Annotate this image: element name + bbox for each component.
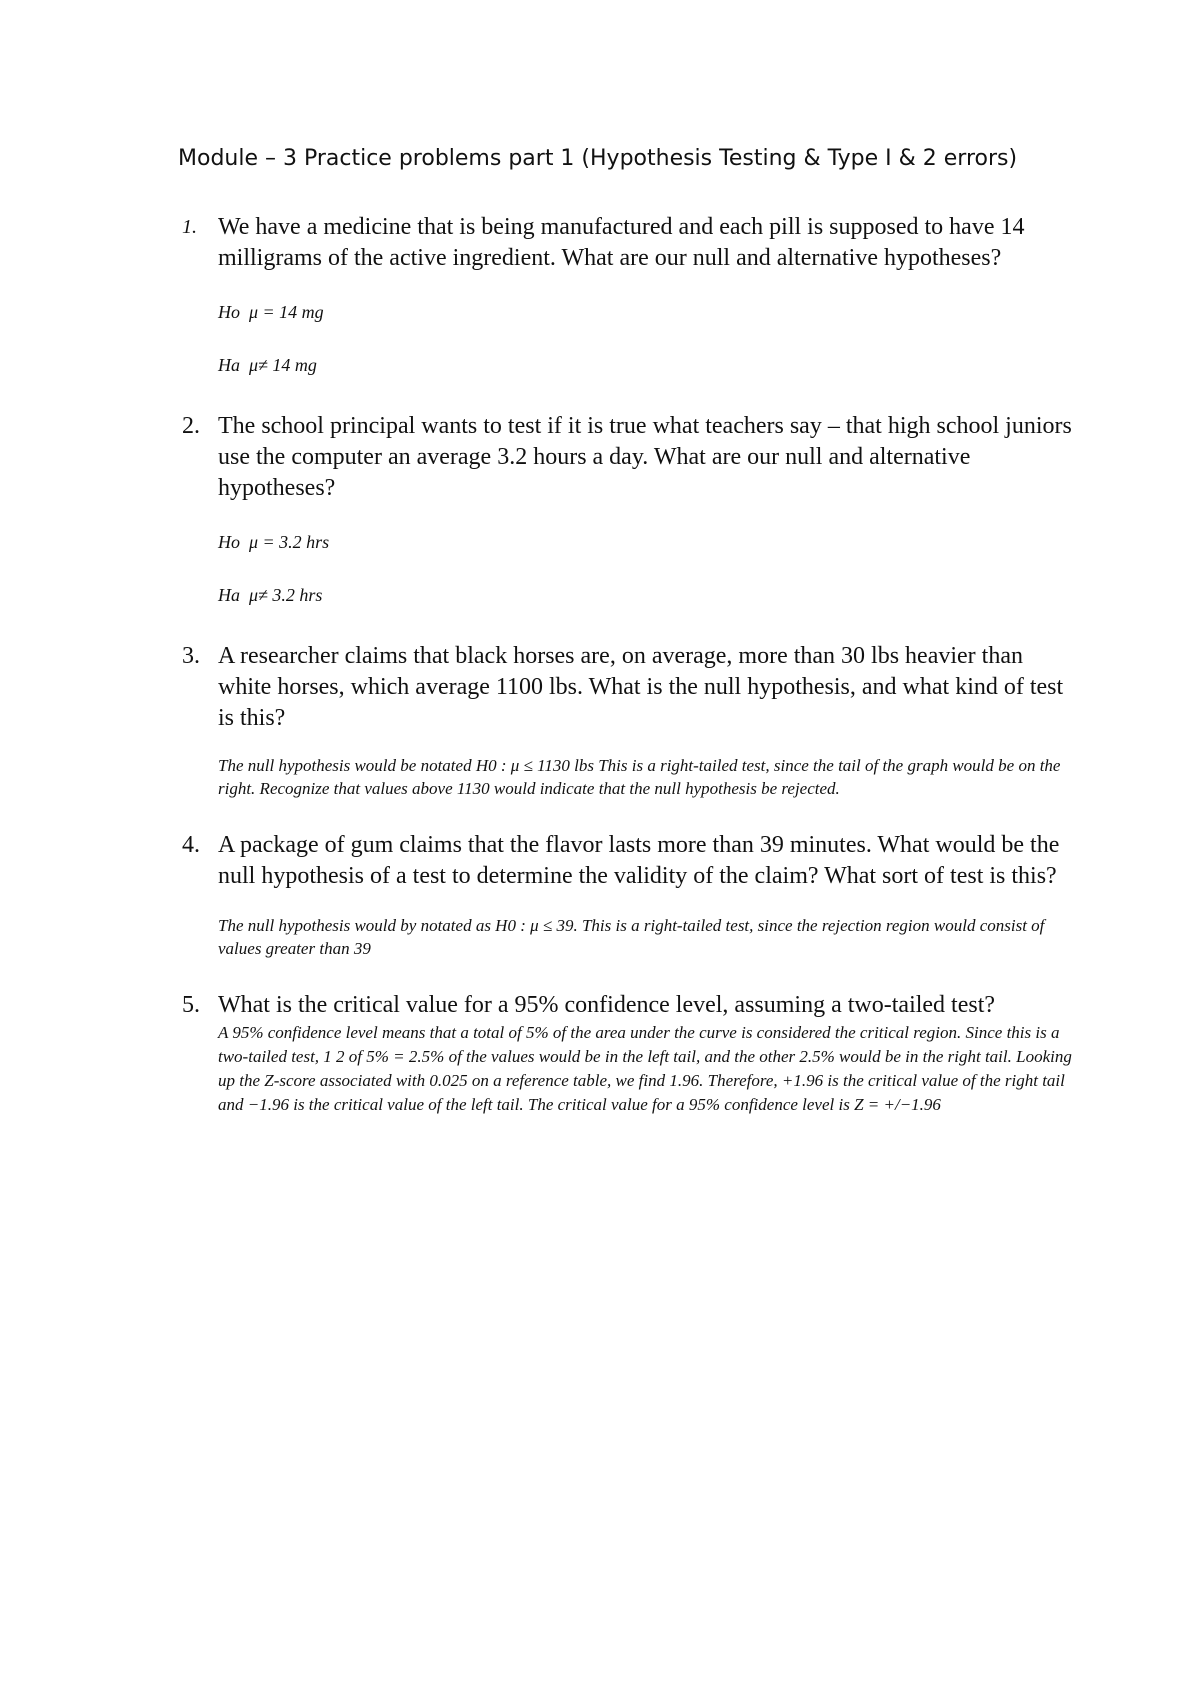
problem-1 [178, 212, 1078, 376]
problem-number: 3. [182, 643, 200, 669]
problem-5 [178, 990, 1078, 1117]
alternative-hypothesis: Ha μ≠ 14 mg [218, 355, 317, 375]
alternative-hypothesis: Ha μ≠ 3.2 hrs [218, 585, 323, 605]
document-title: Module – 3 Practice problems part 1 (Hypothesis Testing & Type I & 2 errors) [178, 146, 1018, 171]
problem-list [178, 212, 1078, 1117]
problem-answer: A 95% confidence level means that a total of 5% of the area under the curve is considered the critical region. Since this is a two-tailed test, 1 2 of 5% = 2.5% of the values would be in the left tail, and the other 2.5% would be in the right tail. Looking up the Z-score associated with 0.025 on a reference table, we find 1.96. Therefore, +1.96 is the critical value of the right tail and −1.96 is the critical value of the left tail. The critical value for a 95% confidence level is Z = +/−1.96 [218, 1023, 1072, 1114]
problem-question: A researcher claims that black horses are, on average, more than 30 lbs heavier than white horses, which average 1100 lbs. What is the null hypothesis, and what kind of test is this? [218, 643, 1064, 731]
problem-number: 1. [182, 216, 197, 238]
null-hypothesis: Ho μ = 14 mg [218, 302, 324, 322]
problem-question: A package of gum claims that the flavor lasts more than 39 minutes. What would be the null hypothesis of a test to determine the validity of the claim? What sort of test is this? [218, 832, 1060, 889]
problem-question: What is the critical value for a 95% confidence level, assuming a two-tailed test? [218, 992, 996, 1018]
problem-number: 5. [182, 992, 200, 1018]
problem-2 [178, 411, 1078, 606]
problem-answer: The null hypothesis would be notated H0 : μ ≤ 1130 lbs This is a right-tailed test, since the tail of the graph would be on the right. Recognize that values above 1130 would indicate that the null hypothesis be rejected. [218, 756, 1061, 798]
problem-answer: The null hypothesis would by notated as H0 : μ ≤ 39. This is a right-tailed test, since the rejection region would consist of values greater than 39 [218, 916, 1045, 958]
problem-number: 2. [182, 413, 200, 439]
problem-number: 4. [182, 832, 200, 858]
problem-question: The school principal wants to test if it is true what teachers say – that high school juniors use the computer an average 3.2 hours a day. What are our null and alternative hypotheses? [218, 413, 1072, 501]
problem-question: We have a medicine that is being manufactured and each pill is supposed to have 14 milligrams of the active ingredient. What are our null and alternative hypotheses? [218, 214, 1025, 271]
null-hypothesis: Ho μ = 3.2 hrs [218, 532, 330, 552]
problem-4 [178, 830, 1078, 960]
problem-3 [178, 641, 1078, 800]
